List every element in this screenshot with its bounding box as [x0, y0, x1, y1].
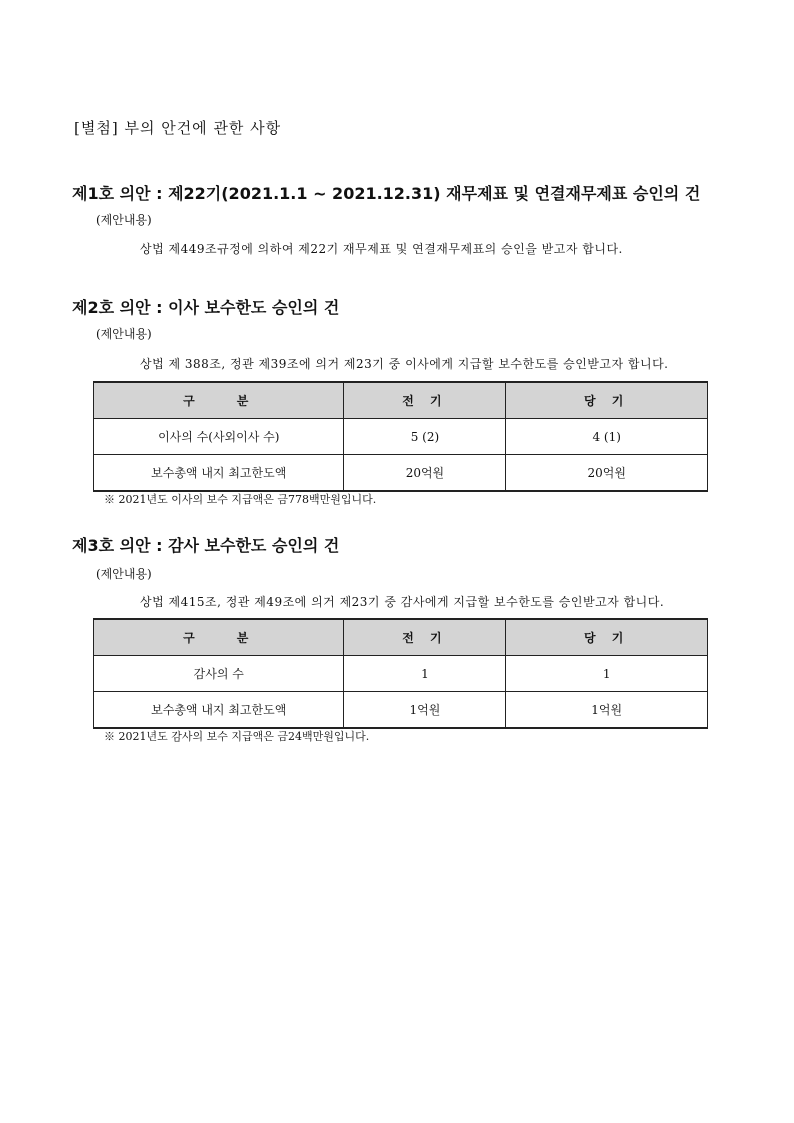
- item-2-sub-label: (제안내용): [96, 327, 152, 341]
- row-label: 보수총액 내지 최고한도액: [94, 455, 344, 492]
- item-1-sub-label: (제안내용): [96, 213, 152, 227]
- item-1-body: 상법 제449조규정에 의하여 제22기 재무제표 및 연결재무제표의 승인을 받고자 합니다.: [140, 242, 623, 256]
- item-1-title: 제1호 의안 : 제22기(2021.1.1 ~ 2021.12.31) 재무제표 및 연결재무제표 승인의 건: [72, 184, 701, 203]
- row-previous-value: 5 (2): [344, 419, 506, 455]
- table-row: [94, 656, 708, 692]
- table-header-row: [94, 382, 708, 419]
- item-3-sub-label: (제안내용): [96, 567, 152, 581]
- row-current-value: 1: [506, 656, 708, 692]
- auditor-pay-table: [93, 618, 708, 729]
- header-category: 구 분: [94, 382, 344, 419]
- item-2-body: 상법 제 388조, 정관 제39조에 의거 제23기 중 이사에게 지급할 보수한도를 승인받고자 합니다.: [140, 357, 669, 371]
- row-previous-value: 1: [344, 656, 506, 692]
- row-previous-value: 20억원: [344, 455, 506, 492]
- row-current-value: 1억원: [506, 692, 708, 729]
- header-current: 당 기: [506, 619, 708, 656]
- row-previous-value: 1억원: [344, 692, 506, 729]
- item-2-note: ※ 2021년도 이사의 보수 지급액은 금778백만원입니다.: [104, 493, 377, 506]
- header-category: 구 분: [94, 619, 344, 656]
- row-label: 감사의 수: [94, 656, 344, 692]
- attachment-title: [별첨] 부의 안건에 관한 사항: [74, 119, 282, 137]
- item-3-note: ※ 2021년도 감사의 보수 지급액은 금24백만원입니다.: [104, 730, 370, 743]
- table-row: [94, 692, 708, 729]
- row-label: 이사의 수(사외이사 수): [94, 419, 344, 455]
- header-previous: 전 기: [344, 382, 506, 419]
- item-2-title: 제2호 의안 : 이사 보수한도 승인의 건: [72, 298, 340, 317]
- table-row: [94, 419, 708, 455]
- row-label: 보수총액 내지 최고한도액: [94, 692, 344, 729]
- row-current-value: 20억원: [506, 455, 708, 492]
- table-row: [94, 455, 708, 492]
- item-3-title: 제3호 의안 : 감사 보수한도 승인의 건: [72, 536, 340, 555]
- header-previous: 전 기: [344, 619, 506, 656]
- row-current-value: 4 (1): [506, 419, 708, 455]
- director-pay-table: [93, 381, 708, 492]
- header-current: 당 기: [506, 382, 708, 419]
- item-3-body: 상법 제415조, 정관 제49조에 의거 제23기 중 감사에게 지급할 보수한도를 승인받고자 합니다.: [140, 595, 665, 609]
- table-header-row: [94, 619, 708, 656]
